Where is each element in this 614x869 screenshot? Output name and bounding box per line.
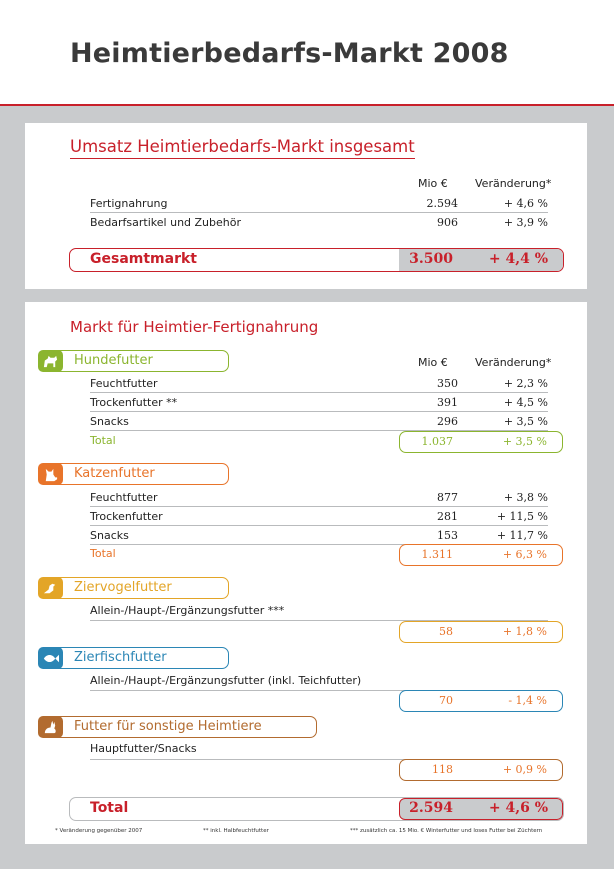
total-change: + 4,4 % <box>488 251 548 267</box>
total-value: 2.594 <box>409 800 453 816</box>
overall-market-panel <box>25 123 587 289</box>
row-label: Bedarfsartikel und Zubehör <box>90 216 241 229</box>
total-change: + 4,6 % <box>488 800 548 816</box>
subtotal-zierfischfutter <box>399 690 563 712</box>
row-label: Hauptfutter/Snacks <box>90 742 197 755</box>
row-change: + 3,9 % <box>503 216 548 229</box>
col-header-change: Veränderung* <box>475 177 552 190</box>
row-label: Total <box>90 434 116 447</box>
row-label: Total <box>90 547 116 560</box>
row-value: 391 <box>437 396 458 409</box>
col-header-value: Mio € <box>418 356 448 369</box>
category-sonstige <box>38 716 317 738</box>
subtotal-change: - 1,4 % <box>508 694 547 707</box>
row-value: 2.594 <box>426 197 458 210</box>
row-label: Fertignahrung <box>90 197 168 210</box>
overall-heading-text: Umsatz Heimtierbedarfs-Markt insgesamt <box>70 137 415 159</box>
category-hundefutter <box>38 350 229 372</box>
row-label: Trockenfutter <box>90 510 163 523</box>
row-label: Feuchtfutter <box>90 377 158 390</box>
table-row <box>90 375 548 393</box>
total-row-label <box>90 432 390 450</box>
subtotal-katzenfutter <box>399 544 563 566</box>
subtotal-change: + 0,9 % <box>502 763 547 776</box>
row-value: 153 <box>437 529 458 542</box>
col-header-change: Veränderung* <box>475 356 552 369</box>
category-name: Zierfischfutter <box>74 650 167 665</box>
row-change: + 4,5 % <box>503 396 548 409</box>
col-header-value: Mio € <box>418 177 448 190</box>
category-name: Ziervogelfutter <box>74 580 172 595</box>
table-row <box>90 527 548 545</box>
subtotal-value: 1.037 <box>421 435 453 448</box>
pet-food-heading: Markt für Heimtier-Fertignahrung <box>70 318 319 336</box>
row-label: Allein-/Haupt-/Ergänzungsfutter *** <box>90 604 285 617</box>
cat-icon <box>38 463 63 485</box>
category-katzenfutter <box>38 463 229 485</box>
row-change: + 2,3 % <box>503 377 548 390</box>
row-value: 296 <box>437 415 458 428</box>
gesamtmarkt-total <box>69 248 564 272</box>
table-row <box>90 413 548 431</box>
subtotal-change: + 6,3 % <box>502 548 547 561</box>
row-label: Snacks <box>90 529 129 542</box>
rabbit-icon <box>38 716 63 738</box>
category-name: Futter für sonstige Heimtiere <box>74 719 262 734</box>
subtotal-change: + 1,8 % <box>502 625 547 638</box>
row-value: 906 <box>437 216 458 229</box>
row-change: + 3,5 % <box>503 415 548 428</box>
footnote-semimoist: ** inkl. Halbfeuchtfutter <box>203 828 269 834</box>
row-value: 877 <box>437 491 458 504</box>
subtotal-sonstige <box>399 759 563 781</box>
subtotal-change: + 3,5 % <box>502 435 547 448</box>
total-label: Gesamtmarkt <box>90 251 197 267</box>
subtotal-value: 70 <box>439 694 453 707</box>
category-name: Katzenfutter <box>74 466 155 481</box>
table-row <box>90 740 548 758</box>
pet-food-panel <box>25 302 587 844</box>
category-ziervogelfutter <box>38 577 229 599</box>
dog-icon <box>38 350 63 372</box>
row-label: Trockenfutter ** <box>90 396 178 409</box>
table-row <box>90 195 548 213</box>
subtotal-ziervogelfutter <box>399 621 563 643</box>
row-change: + 3,8 % <box>503 491 548 504</box>
table-row <box>90 602 548 620</box>
row-value: 281 <box>437 510 458 523</box>
total-value: 3.500 <box>409 251 453 267</box>
fertignahrung-total <box>69 797 564 821</box>
subtotal-hundefutter <box>399 431 563 453</box>
category-zierfischfutter <box>38 647 229 669</box>
table-row <box>90 489 548 507</box>
row-label: Allein-/Haupt-/Ergänzungsfutter (inkl. Teichfutter) <box>90 674 362 687</box>
subtotal-value: 58 <box>439 625 453 638</box>
row-label: Snacks <box>90 415 129 428</box>
bird-icon <box>38 577 63 599</box>
row-value: 350 <box>437 377 458 390</box>
category-name: Hundefutter <box>74 353 153 368</box>
row-change: + 11,5 % <box>496 510 548 523</box>
row-change: + 4,6 % <box>503 197 548 210</box>
fish-icon <box>38 647 63 669</box>
overall-heading <box>70 137 415 156</box>
page-title: Heimtierbedarfs-Markt 2008 <box>70 38 509 69</box>
subtotal-value: 118 <box>432 763 453 776</box>
footnote-winterfood: *** zusätzlich ca. 15 Mio. € Winterfutter und loses Futter bei Züchtern <box>350 828 543 834</box>
row-change: + 11,7 % <box>496 529 548 542</box>
table-row <box>90 214 548 232</box>
footnote-change: * Veränderung gegenüber 2007 <box>55 828 143 834</box>
table-row <box>90 672 548 690</box>
table-row <box>90 394 548 412</box>
subtotal-value: 1.311 <box>421 548 453 561</box>
table-row <box>90 508 548 526</box>
total-row-label <box>90 545 390 563</box>
row-label: Feuchtfutter <box>90 491 158 504</box>
total-label: Total <box>90 800 129 816</box>
